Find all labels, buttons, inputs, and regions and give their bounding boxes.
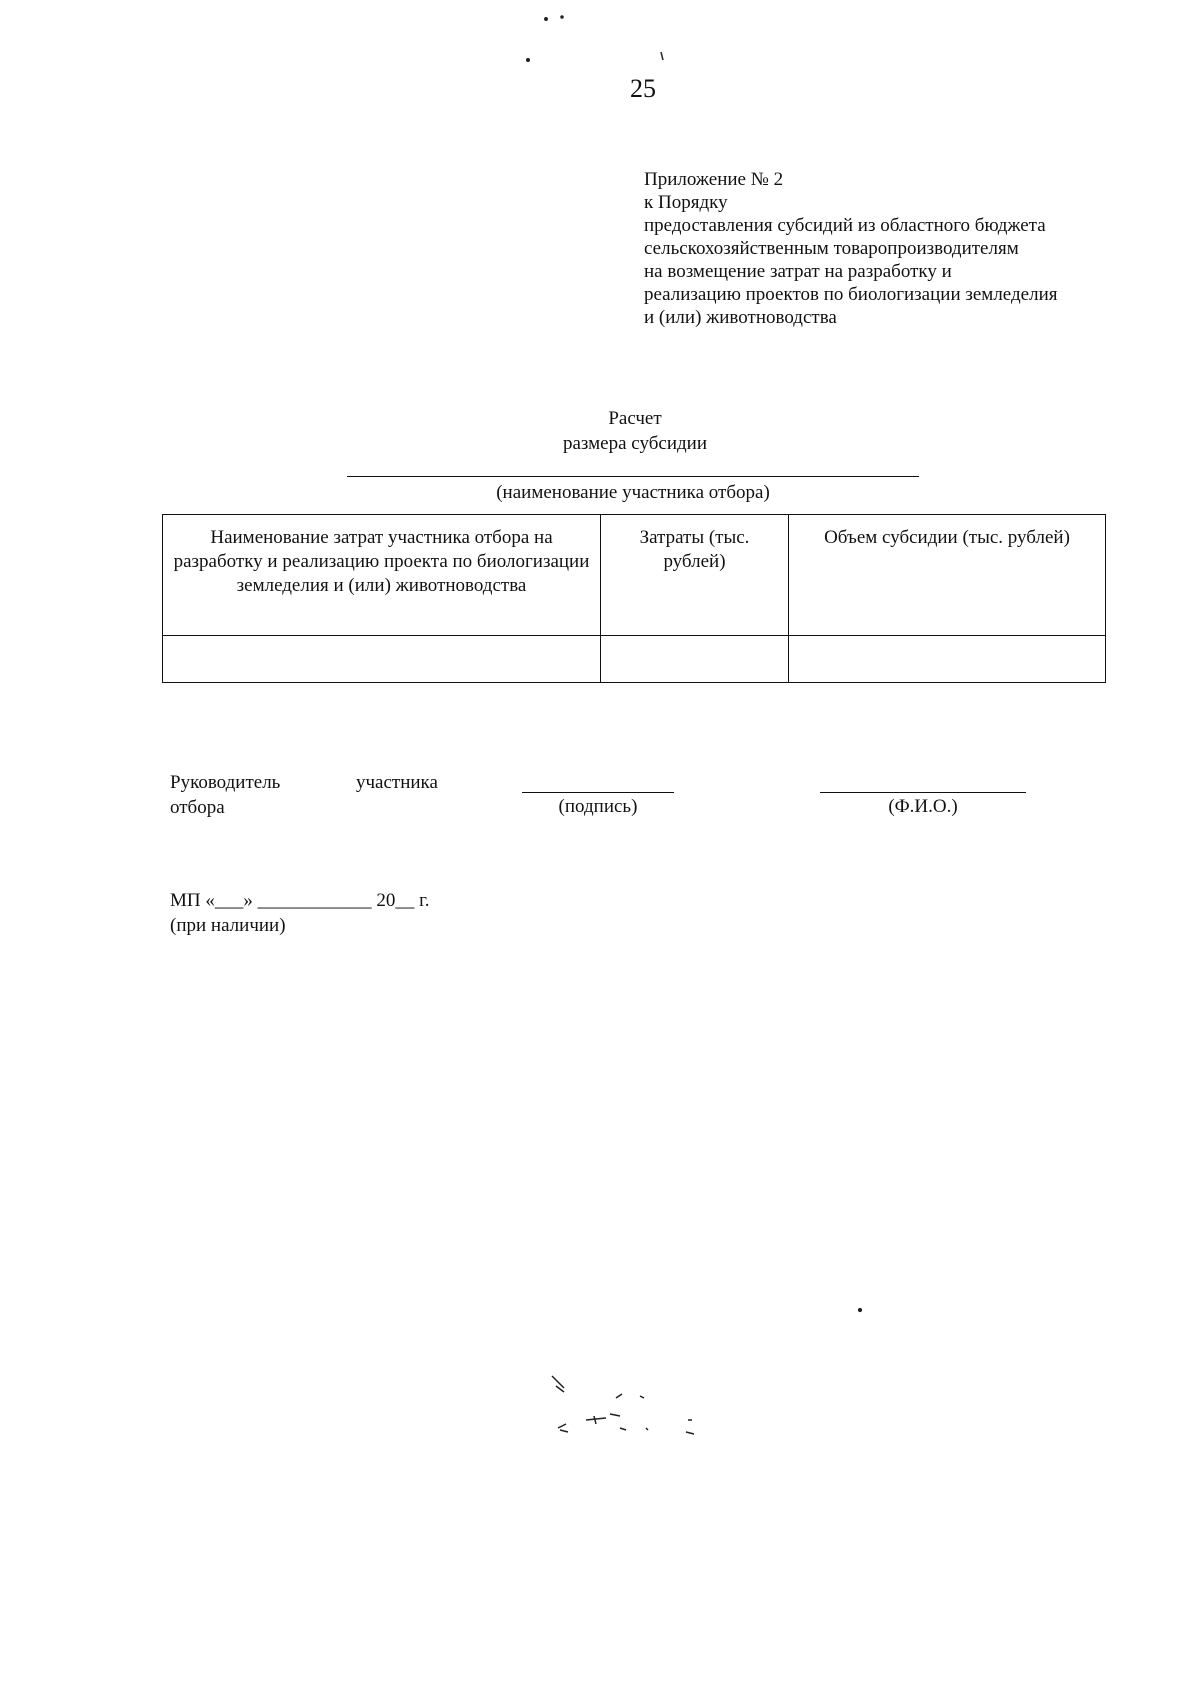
page-number: 25 [630, 74, 656, 103]
table-cell [163, 636, 601, 683]
role-word-participant: участника [356, 772, 438, 793]
appendix-line: на возмещение затрат на разработку и [644, 261, 952, 282]
table-cell [789, 636, 1106, 683]
full-name-line [820, 792, 1026, 793]
header-costs: Затраты (тыс. рублей) [601, 515, 789, 636]
appendix-line: Приложение № 2 [644, 169, 784, 190]
appendix-block [644, 168, 1057, 329]
signature-line [522, 792, 674, 793]
title-line-1: Расчет [608, 408, 662, 429]
full-name-caption: (Ф.И.О.) [888, 796, 958, 817]
table-cell [601, 636, 789, 683]
table-header-row [163, 515, 1106, 636]
signature-caption: (подпись) [558, 796, 638, 817]
stamp-date-line: МП «___» ____________ 20__ г. [170, 890, 430, 911]
header-cost-name: Наименование затрат участника отбора на разработку и реализацию проекта по биологизации земледелия и (или) животноводства [163, 515, 601, 636]
appendix-line: к Порядку [644, 192, 728, 213]
participant-name-caption: (наименование участника отбора) [496, 482, 770, 503]
participant-name-line [347, 476, 919, 477]
title-line-2: размера субсидии [562, 433, 707, 454]
appendix-line: реализацию проектов по биологизации земледелия [644, 284, 1058, 305]
appendix-line: предоставления субсидий из областного бюджета [644, 215, 1046, 236]
subsidy-calculation-table [162, 514, 1106, 683]
document-title [0, 406, 1200, 456]
stamp-note: (при наличии) [170, 915, 286, 936]
appendix-line: сельскохозяйственным товаропроизводителям [644, 238, 1019, 259]
stamp-date-block [170, 888, 430, 938]
signatory-role [170, 770, 438, 820]
role-word-selection: отбора [170, 797, 225, 818]
header-subsidy-amount: Объем субсидии (тыс. рублей) [789, 515, 1106, 636]
appendix-line: и (или) животноводства [644, 307, 837, 328]
table-row [163, 636, 1106, 683]
role-word-head: Руководитель [170, 772, 281, 793]
